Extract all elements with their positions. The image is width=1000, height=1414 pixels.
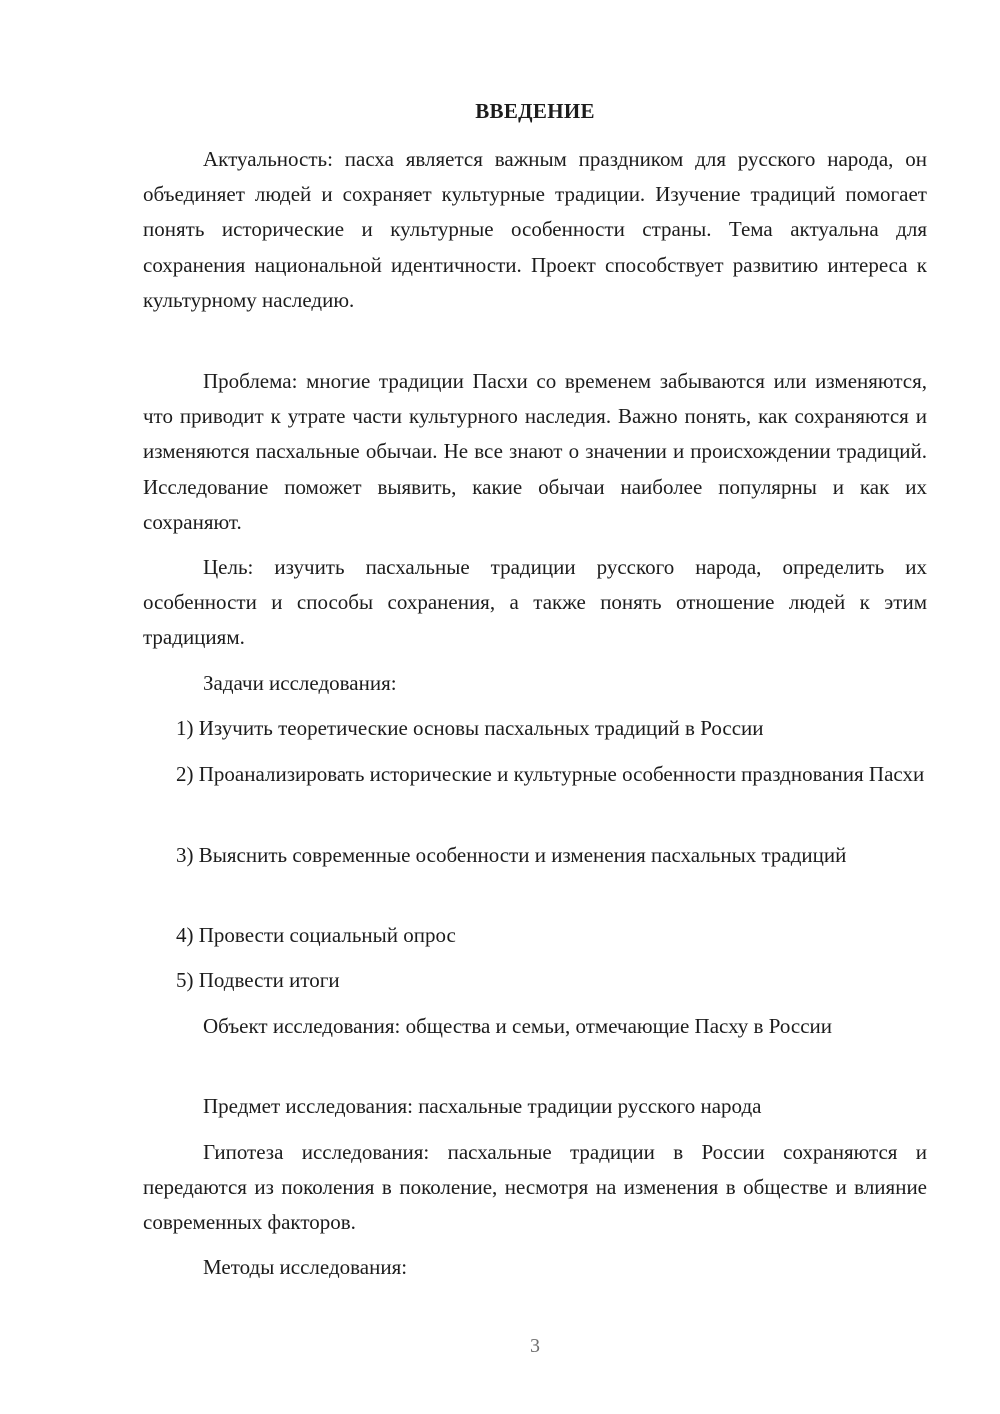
- task-item: 1) Изучить теоретические основы пасхальных традиций в России: [176, 716, 764, 740]
- paragraph-problem: Проблема: многие традиции Пасхи со временем забываются или изменяются, что приводит к утрате части культурного наследия. Важно понять, как сохраняются и изменяются пасхальные обычаи. Не все знают о значении и происхождении традиций. Исследование поможет выявить, какие обычаи наиболее популярны и как их сохраняют.: [143, 369, 927, 534]
- section-heading: ВВЕДЕНИЕ: [475, 99, 595, 123]
- paragraph-object: Объект исследования: общества и семьи, отмечающие Пасху в России: [203, 1014, 833, 1038]
- task-item: 2) Проанализировать исторические и культурные особенности празднования Пасхи: [176, 762, 925, 786]
- task-item: 4) Провести социальный опрос: [176, 923, 456, 947]
- paragraph-subject: Предмет исследования: пасхальные традиции русского народа: [203, 1094, 762, 1118]
- page-number: 3: [530, 1335, 540, 1357]
- task-item: 3) Выяснить современные особенности и изменения пасхальных традиций: [176, 843, 847, 867]
- paragraph-goal: Цель: изучить пасхальные традиции русского народа, определить их особенности и способы сохранения, а также понять отношение людей к этим традициям.: [143, 555, 927, 650]
- paragraph-hypothesis: Гипотеза исследования: пасхальные традиции в России сохраняются и передаются из поколения в поколение, несмотря на изменения в обществе и влияние современных факторов.: [143, 1140, 927, 1235]
- paragraph-relevance: Актуальность: пасха является важным праздником для русского народа, он объединяет людей и сохраняет культурные традиции. Изучение традиций помогает понять исторические и культурные особенности страны. Тема актуальна для сохранения национальной идентичности. Проект способствует развитию интереса к культурному наследию.: [143, 147, 927, 312]
- task-item: 5) Подвести итоги: [176, 968, 340, 992]
- tasks-title: Задачи исследования:: [203, 671, 397, 695]
- methods-title: Методы исследования:: [203, 1255, 408, 1279]
